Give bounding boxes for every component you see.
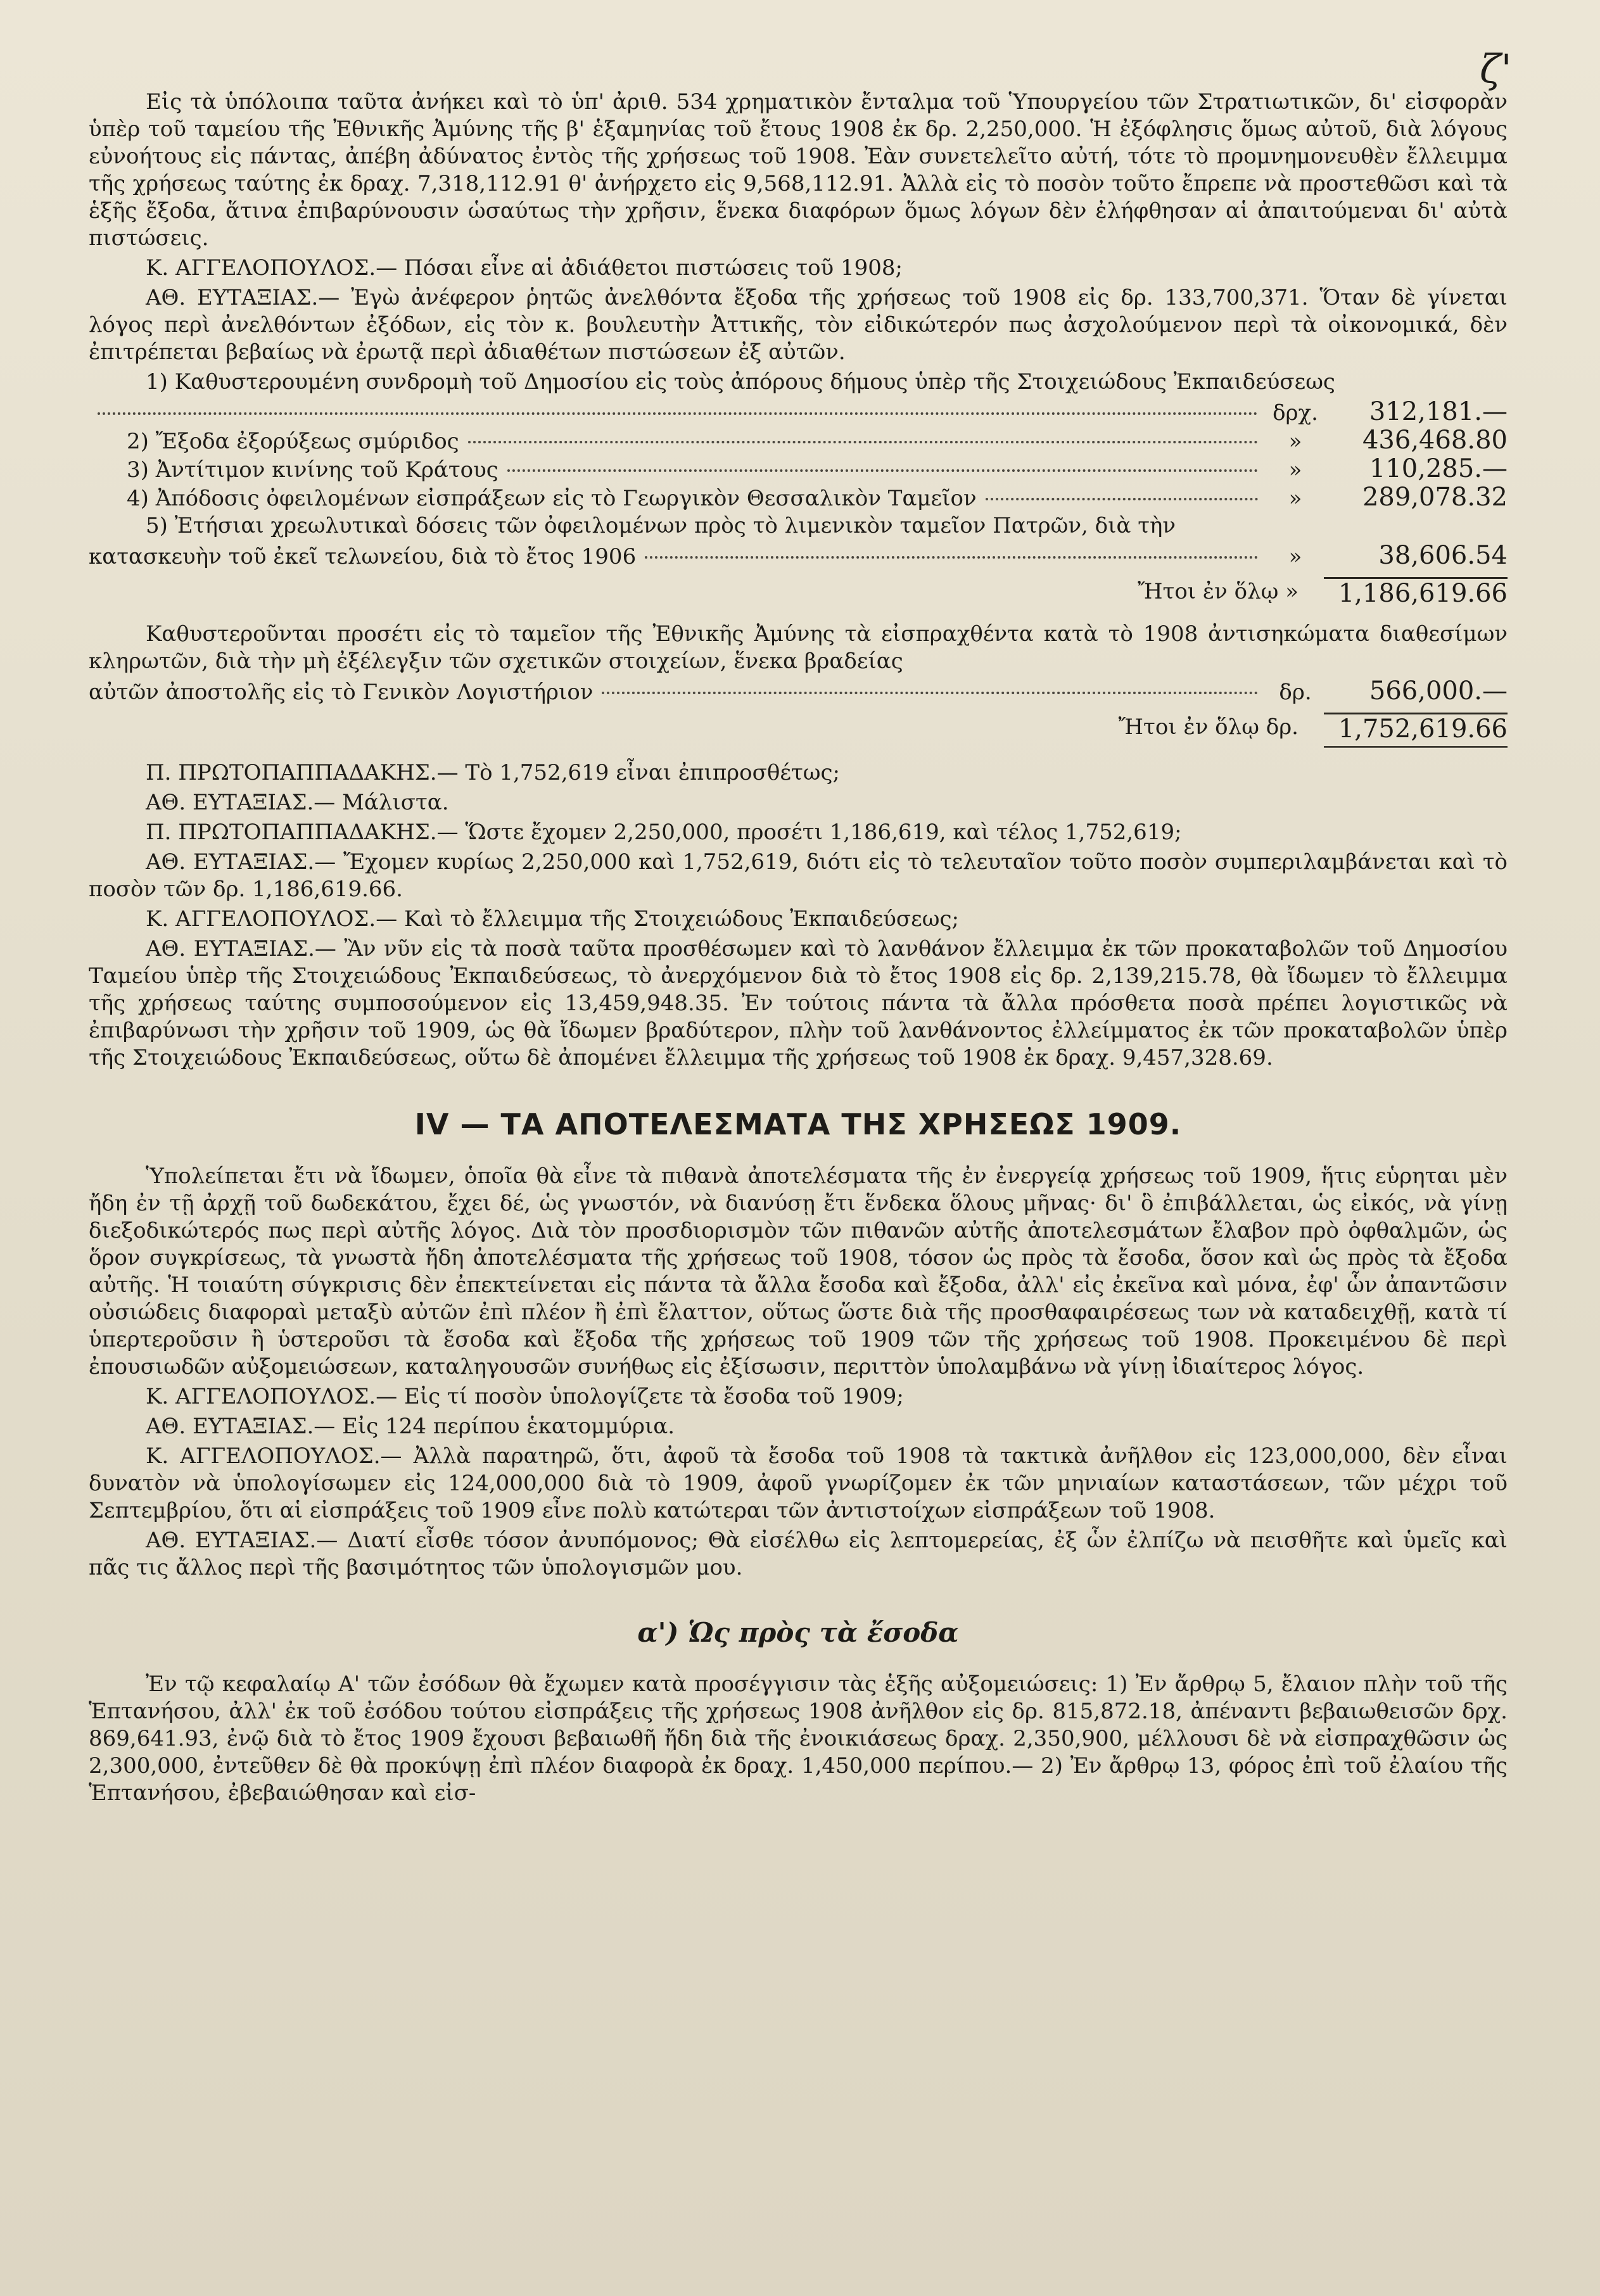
list-item-label: 2) Ἔξοδα ἐξορύξεως σμύριδος bbox=[127, 429, 459, 454]
list-item-unit: » bbox=[1288, 486, 1302, 511]
list-item-amount: 312,181.— bbox=[1369, 397, 1508, 426]
list-item-amount: 436,468.80 bbox=[1362, 426, 1508, 455]
double-rule bbox=[1324, 746, 1508, 748]
paragraph: ΑΘ. ΕΥΤΑΞΙΑΣ.— Μάλιστα. bbox=[146, 790, 449, 815]
paragraph: Εἰς τὰ ὑπόλοιπα ταῦτα ἀνήκει καὶ τὸ ὑπ' ἀριθ. 534 χρηματικὸν ἔνταλμα τοῦ Ὑπουργείου τῶν Στρατιωτικῶν, δι' εἰσφορὰν ὑπὲρ τοῦ ταμείου τῆς Ἐθνικῆς Ἀμύνης τῆς β' ἑξαμηνίας τοῦ ἔτους 1908 ἐκ δρ. 2,250,000. Ἡ ἐξόφλησις ὅμως αὐτοῦ, διὰ λόγους εὐνοήτους εἰς πάντας, ἀπέβη ἀδύνατος ἐντὸς τῆς χρήσεως τοῦ 1908. Ἐὰν συνετελεῖτο αὐτή, τότε τὸ προμνημονευθὲν ἔλλειμμα τῆς χρήσεως ταύτης ἐκ δραχ. 7,318,112.91 θ' ἀνήρχετο εἰς 9,568,112.91. Ἀλλὰ εἰς τὸ ποσὸν τοῦτο ἔπρεπε νὰ προστεθῶσι καὶ τὰ ἑξῆς ἔξοδα, ἅτινα ἐπιβαρύνουσιν ὡσαύτως τὴν χρῆσιν, ἕνεκα διαφόρων ὅμως λόγων δὲν ἐλήφθησαν αἱ ἀπαιτούμεναι δι' αὐτὰ πιστώσεις. bbox=[89, 89, 1508, 251]
paragraph: Κ. ΑΓΓΕΛΟΠΟΥΛΟΣ.— Καὶ τὸ ἔλλειμμα τῆς Στοιχειώδους Ἐκπαιδεύσεως; bbox=[146, 906, 959, 932]
late-payments-amount: 566,000.— bbox=[1369, 676, 1508, 706]
list-item-row bbox=[89, 398, 1508, 427]
paragraph: Π. ΠΡΩΤΟΠΑΠΠΑΔΑΚΗΣ.— Τὸ 1,752,619 εἶναι ἐπιπροσθέτως; bbox=[146, 760, 840, 785]
list-item-label: κατασκευὴν τοῦ ἐκεῖ τελωνείου, διὰ τὸ ἔτος 1906 bbox=[89, 544, 637, 569]
list-item-unit: » bbox=[1288, 457, 1302, 483]
paragraph: Κ. ΑΓΓΕΛΟΠΟΥΛΟΣ.— Πόσαι εἶνε αἱ ἀδιάθετοι πιστώσεις τοῦ 1908; bbox=[146, 255, 903, 281]
list-item-unit: δρχ. bbox=[1273, 400, 1318, 426]
list-item-amount: 38,606.54 bbox=[1378, 541, 1508, 570]
paragraph: ΑΘ. ΕΥΤΑΞΙΑΣ.— Ἔχομεν κυρίως 2,250,000 καὶ 1,752,619, διότι εἰς τὸ τελευταῖον τοῦτο ποσὸν συμπεριλαμβάνεται καὶ τὸ ποσὸν τῶν δρ. 1,186,619.66. bbox=[89, 849, 1508, 902]
grand-total-label: Ἤτοι ἐν ὅλῳ δρ. bbox=[1118, 714, 1298, 740]
leader-dots bbox=[645, 556, 1258, 559]
paragraph: Ἐν τῷ κεφαλαίῳ Α' τῶν ἐσόδων θὰ ἔχωμεν κατὰ προσέγγισιν τὰς ἑξῆς αὐξομειώσεις: 1) Ἐν ἄρθρῳ 5, ἔλαιον πλὴν τοῦ τῆς Ἑπτανήσου, ἀλλ' ἐκ τοῦ ἐσόδου τούτου εἰσπράξεις τῆς χρήσεως 1908 ἀνῆλθον εἰς δρ. 815,872.18, ἀπέναντι βεβαιωθεισῶν δρχ. 869,641.93, ἐνῷ διὰ τὸ ἔτος 1909 ἔχουσι βεβαιωθῆ ἤδη διὰ τῆς ἐνοικιάσεως δραχ. 2,350,900, μέλλουσι δὲ νὰ εἰσπραχθῶσιν ὡς 2,300,000, ἐντεῦθεν δὲ θὰ προκύψῃ ἐπὶ πλέον διαφορὰ ἐκ δραχ. 1,450,000 περίπου.— 2) Ἐν ἄρθρῳ 13, φόρος ἐπὶ τοῦ ἐλαίου τῆς Ἑπτανήσου, ἐβεβαιώθησαν καὶ εἰσ- bbox=[89, 1671, 1508, 1806]
late-payments-unit: δρ. bbox=[1279, 680, 1312, 705]
spacer bbox=[89, 608, 1508, 621]
list-item-1-text: 1) Καθυστερουμένη συνδρομὴ τοῦ Δημοσίου εἰς τοὺς ἀπόρους δήμους ὑπὲρ τῆς Στοιχειώδους Ἐκπαιδεύσεως bbox=[146, 369, 1335, 395]
subtotal-amount: 1,186,619.66 bbox=[1324, 577, 1508, 608]
list-item-5-line bbox=[89, 542, 1508, 571]
leader-dots bbox=[98, 412, 1258, 415]
late-payments-line bbox=[89, 678, 1508, 706]
paragraph: ΑΘ. ΕΥΤΑΞΙΑΣ.— Εἰς 124 περίπου ἑκατομμύρια. bbox=[146, 1414, 675, 1439]
paragraph: ΑΘ. ΕΥΤΑΞΙΑΣ.— Διατί εἶσθε τόσον ἀνυπόμονος; Θὰ εἰσέλθω εἰς λεπτομερείας, ἐξ ὧν ἐλπίζω νὰ πεισθῆτε καὶ ὑμεῖς καὶ πᾶς τις ἄλλος περὶ τῆς βασιμότητος τῶν ὑπολογισμῶν μου. bbox=[89, 1528, 1508, 1580]
list-item-amount: 110,285.— bbox=[1369, 454, 1508, 483]
leader-dots bbox=[468, 441, 1258, 443]
leader-dots bbox=[602, 692, 1258, 694]
section-revenues bbox=[89, 1671, 1508, 1807]
section-dialogue bbox=[89, 759, 1508, 1072]
list-item-unit: » bbox=[1288, 544, 1302, 569]
list-item-row bbox=[89, 484, 1508, 512]
late-payments-text: Καθυστεροῦνται προσέτι εἰς τὸ ταμεῖον τῆς Ἐθνικῆς Ἀμύνης τὰ εἰσπραχθέντα κατὰ τὸ 1908 ἀντισηκώματα διαθεσίμων κληρωτῶν, διὰ τὴν μὴ ἐξέλεγξιν τῶν σχετικῶν στοιχείων, ἕνεκα βραδείας bbox=[89, 621, 1508, 674]
list-item-label: 3) Ἀντίτιμον κινίνης τοῦ Κράτους bbox=[127, 457, 498, 483]
subtotal-label: Ἤτοι ἐν ὅλῳ » bbox=[1138, 579, 1298, 604]
expense-list bbox=[89, 398, 1508, 512]
leader-dots bbox=[507, 469, 1258, 472]
paragraph: Κ. ΑΓΓΕΛΟΠΟΥΛΟΣ.— Ἀλλὰ παρατηρῶ, ὅτι, ἀφοῦ τὰ ἔσοδα τοῦ 1908 τὰ τακτικὰ ἀνῆλθον εἰς 123,000,000, δὲν εἶναι δυνατὸν νὰ ὑπολογίσωμεν εἰς 124,000,000 διὰ τὸ 1909, ἀφοῦ γνωρίζομεν ἐκ τῶν μηνιαίων καταστάσεων, τῶν μέχρι τοῦ Σεπτεμβρίου, ὅτι αἱ εἰσπράξεις τοῦ 1909 εἶνε πολὺ κατώτεραι τῶν ἀντιστοίχων εἰσπράξεων τοῦ 1908. bbox=[89, 1443, 1508, 1523]
grand-total-row bbox=[89, 713, 1508, 744]
page-number: ζ' bbox=[1480, 46, 1512, 92]
section-1909-results bbox=[89, 1163, 1508, 1582]
subtotal-row bbox=[89, 577, 1508, 608]
paragraph: Κ. ΑΓΓΕΛΟΠΟΥΛΟΣ.— Εἰς τί ποσὸν ὑπολογίζετε τὰ ἔσοδα τοῦ 1909; bbox=[146, 1384, 904, 1409]
late-payments-label: αὐτῶν ἀποστολῆς εἰς τὸ Γενικὸν Λογιστήριον bbox=[89, 680, 594, 705]
paragraph: ΑΘ. ΕΥΤΑΞΙΑΣ.— Ἐγὼ ἀνέφερον ῥητῶς ἀνελθόντα ἔξοδα τῆς χρήσεως τοῦ 1908 εἰς δρ. 133,700,371. Ὅταν δὲ γίνεται λόγος περὶ ἀνελθόντων ἐξόδων, εἰς τὸν κ. βουλευτὴν Ἀττικῆς, τὸν εἰδικώτερόν πως ἀσχολούμενον περὶ τὰ οἰκονομικά, δὲν ἐπιτρέπεται βεβαίως νὰ ἐρωτᾷ περὶ ἀδιαθέτων πιστώσεων ἐξ αὐτῶν. bbox=[89, 285, 1508, 365]
list-item-unit: » bbox=[1288, 429, 1302, 454]
list-item-row bbox=[89, 455, 1508, 484]
leader-dots bbox=[986, 498, 1258, 500]
paragraph: ΑΘ. ΕΥΤΑΞΙΑΣ.— Ἂν νῦν εἰς τὰ ποσὰ ταῦτα προσθέσωμεν καὶ τὸ λανθάνον ἔλλειμμα ἐκ τῶν προκαταβολῶν τοῦ Δημοσίου Ταμείου ὑπὲρ τῆς Στοιχειώδους Ἐκπαιδεύσεως, τὸ ἀνερχόμενον διὰ τὸ ἔτος 1908 εἰς δρ. 2,139,215.78, θὰ ἴδωμεν τὸ ἔλλειμμα τῆς χρήσεως ταύτης συμποσούμενον εἰς 13,459,948.35. Ἐν τούτοις πάντα τὰ ἄλλα πρόσθετα ποσὰ πρέπει λογιστικῶς νὰ ἐπιβαρύνωσι τὴν χρῆσιν τοῦ 1909, ὡς θὰ ἴδωμεν βραδύτερον, πλὴν τοῦ λανθάνοντος ἐλλείμματος ἐκ τῶν προκαταβολῶν ὑπὲρ τῆς Στοιχειώδους Ἐκπαιδεύσεως, οὕτω δὲ ἀπομένει ἔλλειμμα τῆς χρήσεως τοῦ 1908 ἐκ δραχ. 9,457,328.69. bbox=[89, 936, 1508, 1070]
list-item-row bbox=[89, 427, 1508, 455]
grand-total-amount: 1,752,619.66 bbox=[1324, 713, 1508, 744]
paragraph: Ὑπολείπεται ἔτι νὰ ἴδωμεν, ὁποῖα θὰ εἶνε τὰ πιθανὰ ἀποτελέσματα τῆς ἐν ἐνεργείᾳ χρήσεως τοῦ 1909, ἥτις εὑρηται μὲν ἤδη ἐν τῇ ἀρχῇ τοῦ δωδεκάτου, ἔχει δέ, ὡς γνωστόν, νὰ διανύσῃ ἔτι ἕνδεκα ὅλους μῆνας· δι' ὃ ἐπιβάλλεται, ὡς εἰκός, νὰ γίνῃ διεξοδικώτερός πως περὶ αὐτῆς λόγος. Διὰ τὸν προσδιορισμὸν τῶν πιθανῶν αὐτῆς ἀποτελεσμάτων ἔλαβον πρὸ ὀφθαλμῶν, ὡς ὅρον συγκρίσεως, τὰ γνωστὰ ἤδη ἀποτελέσματα τῆς χρήσεως τοῦ 1908, τόσον ὡς πρὸς τὰ ἔσοδα, ὅσον καὶ ὡς πρὸς τὰ ἔξοδα αὐτῆς. Ἡ τοιαύτη σύγκρισις δὲν ἐπεκτείνεται εἰς πάντα τὰ ἄλλα ἔσοδα καὶ ἔξοδα, ἀλλ' εἰς ἐκεῖνα καὶ μόνα, ἐφ' ὧν ἀπαντῶσιν οὐσιώδεις διαφοραὶ μεταξὺ αὐτῶν ἐπὶ πλέον ἢ ἐπὶ ἔλαττον, οὕτως ὥστε διὰ τῆς προσθαφαιρέσεως των νὰ καταδειχθῇ, κατὰ τί ὑπερτεροῦσιν ἢ ὑστεροῦσι τὰ ἔσοδα καὶ ἔξοδα τῆς χρήσεως τοῦ 1909 τῶν τῆς χρήσεως τοῦ 1908. Προκειμένου δὲ περὶ ἐπουσιωδῶν αὐξομειώσεων, καταληγουσῶν συνήθως εἰς ἐξίσωσιν, περιττὸν ὑπολαμβάνω νὰ γίνῃ ἰδιαίτερος λόγος. bbox=[89, 1164, 1508, 1380]
list-item-amount: 289,078.32 bbox=[1362, 483, 1508, 512]
paragraph: Π. ΠΡΩΤΟΠΑΠΠΑΔΑΚΗΣ.— Ὥστε ἔχομεν 2,250,000, προσέτι 1,186,619, καὶ τέλος 1,752,619; bbox=[146, 820, 1182, 845]
section-heading: IV — ΤΑ ΑΠΟΤΕΛΕΣΜΑΤΑ ΤΗΣ ΧΡΗΣΕΩΣ 1909. bbox=[414, 1107, 1182, 1141]
section-deficit-intro bbox=[89, 89, 1508, 366]
list-item-label: 4) Ἀπόδοσις ὀφειλομένων εἰσπράξεων εἰς τὸ Γεωργικὸν Θεσσαλικὸν Ταμεῖον bbox=[127, 486, 977, 511]
subsection-heading: α') Ὡς πρὸς τὰ ἔσοδα bbox=[637, 1617, 959, 1648]
document-body bbox=[89, 89, 1508, 1810]
list-item-5-text: 5) Ἐτήσιαι χρεωλυτικαὶ δόσεις τῶν ὀφειλομένων πρὸς τὸ λιμενικὸν ταμεῖον Πατρῶν, διὰ τὴν bbox=[146, 513, 1176, 538]
